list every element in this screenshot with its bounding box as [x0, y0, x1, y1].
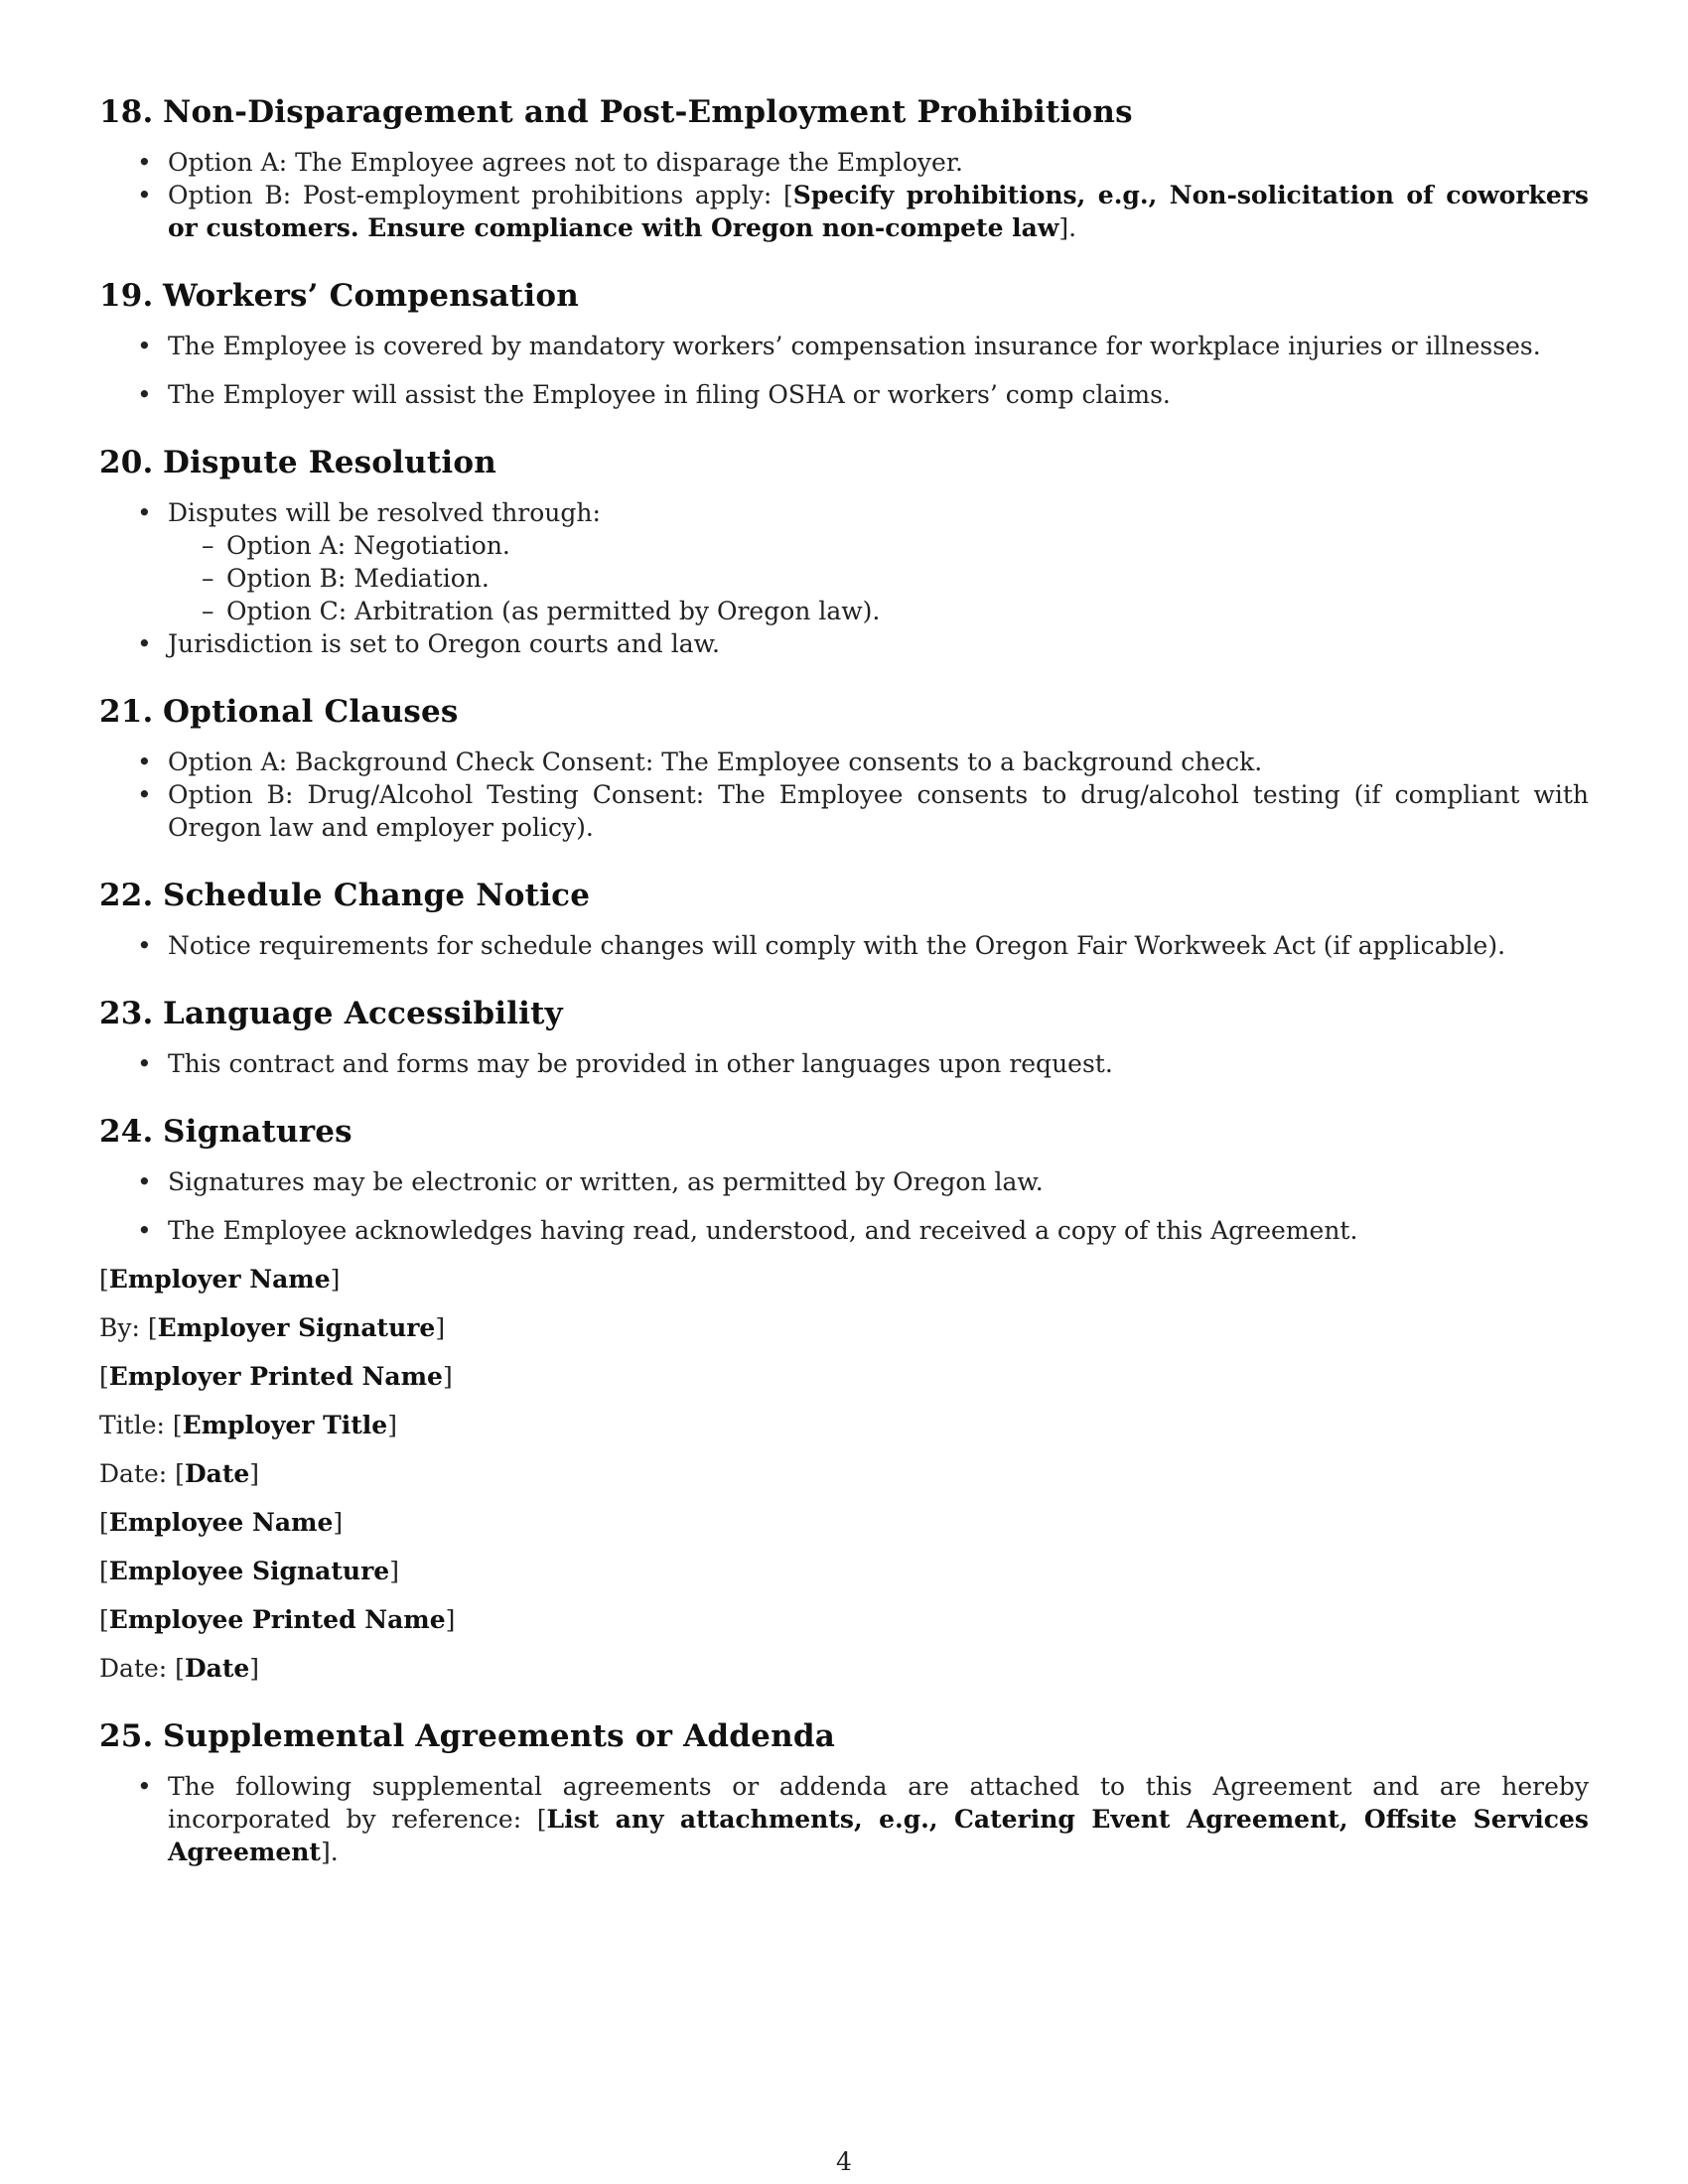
date-label: Date:	[99, 1459, 176, 1488]
list-item-text: The Employee is covered by mandatory workers’ compensation insurance for workplace injuries or illnesses.	[168, 332, 1541, 360]
section-number: 20.	[99, 445, 154, 480]
sub-list-item-text: Option B: Mediation.	[226, 564, 490, 593]
list-item	[99, 778, 1589, 844]
employee-signature-placeholder: Employee Signature	[108, 1557, 390, 1585]
list-item	[99, 378, 1589, 411]
list-item	[99, 627, 1589, 660]
employee-date-line: Date: [Date]	[99, 1654, 260, 1683]
sub-list-item	[168, 529, 1589, 562]
by-label: By:	[99, 1313, 148, 1342]
section-heading	[99, 878, 1589, 913]
sub-list-item-text: Option C: Arbitration (as permitted by Oregon law).	[226, 597, 881, 625]
list-item	[99, 1770, 1589, 1868]
section-20	[99, 445, 1589, 660]
list-item	[99, 746, 1589, 778]
employer-signature-line: By: [Employer Signature]	[99, 1313, 446, 1342]
list-item	[99, 929, 1589, 962]
section-heading	[99, 445, 1589, 480]
section-title: Signatures	[163, 1114, 352, 1150]
section-number: 21.	[99, 694, 154, 730]
list-item	[99, 496, 1589, 627]
list-item	[99, 1047, 1589, 1080]
section-heading	[99, 996, 1589, 1031]
section-heading	[99, 694, 1589, 730]
signature-block	[99, 1263, 1589, 1685]
list-item-text: The Employee acknowledges having read, understood, and received a copy of this Agreement.	[168, 1216, 1358, 1245]
section-title: Workers’ Compensation	[163, 278, 580, 314]
date-placeholder: Date	[184, 1459, 250, 1488]
section-title: Dispute Resolution	[163, 445, 497, 480]
employer-name-line: [Employer Name]	[99, 1265, 341, 1294]
page-number: 4	[836, 2147, 852, 2176]
section-title: Language Accessibility	[163, 996, 563, 1031]
list-item-text: The Employer will assist the Employee in filing OSHA or workers’ comp claims.	[168, 380, 1171, 409]
employee-printed-name-placeholder: Employee Printed Name	[108, 1605, 446, 1634]
section-title: Optional Clauses	[163, 694, 459, 730]
document-page	[99, 94, 1589, 1902]
list-item-text: This contract and forms may be provided in other languages upon request.	[168, 1049, 1113, 1078]
section-title: Schedule Change Notice	[163, 878, 591, 913]
section-title: Supplemental Agreements or Addenda	[163, 1718, 835, 1754]
section-title: Non-Disparagement and Post-Employment Prohibitions	[163, 94, 1133, 130]
section-19	[99, 278, 1589, 411]
section-number: 24.	[99, 1114, 154, 1150]
section-heading	[99, 94, 1589, 130]
section-number: 18.	[99, 94, 154, 130]
section-heading	[99, 1114, 1589, 1150]
list-item-text: Disputes will be resolved through:	[168, 498, 601, 527]
employer-title-placeholder: Employer Title	[182, 1411, 388, 1439]
list-item-text: The following supplemental agreements or addenda are attached to this Agreement and are hereby incorporated by reference: [	[168, 1772, 1589, 1834]
employee-name-placeholder: Employee Name	[108, 1508, 334, 1537]
placeholder-text: List any attachments, e.g., Catering Event Agreement, Offsite Services Agreement	[168, 1805, 1590, 1866]
list-item	[99, 146, 1589, 179]
date-placeholder: Date	[184, 1654, 250, 1683]
list-item-text: Jurisdiction is set to Oregon courts and law.	[168, 629, 720, 658]
employer-date-line: Date: [Date]	[99, 1459, 260, 1488]
employer-title-line: Title: [Employer Title]	[99, 1411, 397, 1439]
list-item-text: Signatures may be electronic or written, as permitted by Oregon law.	[168, 1167, 1044, 1196]
placeholder-text: Specify prohibitions, e.g., Non-solicitation of coworkers or customers. Ensure compliance with Oregon non-compete law	[168, 181, 1589, 242]
employer-printed-name-line: [Employer Printed Name]	[99, 1362, 453, 1391]
section-number: 22.	[99, 878, 154, 913]
employer-printed-name-placeholder: Employer Printed Name	[108, 1362, 443, 1391]
section-heading	[99, 1718, 1589, 1754]
section-24	[99, 1114, 1589, 1247]
sub-list-item-text: Option A: Negotiation.	[226, 531, 510, 560]
list-item	[99, 330, 1589, 362]
list-item-text: Option B: Drug/Alcohol Testing Consent: The Employee consents to drug/alcohol testing (if compliant with Oregon law and employer policy).	[168, 780, 1589, 842]
section-22	[99, 878, 1589, 962]
list-item-text: Option B: Post-employment prohibitions apply: [	[168, 181, 793, 209]
date-label: Date:	[99, 1654, 176, 1683]
section-heading	[99, 278, 1589, 314]
section-23	[99, 996, 1589, 1080]
list-item	[99, 1214, 1589, 1247]
list-item	[99, 179, 1589, 244]
section-number: 25.	[99, 1718, 154, 1754]
section-18	[99, 94, 1589, 244]
section-number: 19.	[99, 278, 154, 314]
title-label: Title:	[99, 1411, 173, 1439]
employer-name-placeholder: Employer Name	[108, 1265, 331, 1294]
list-item-text: Option A: The Employee agrees not to disparage the Employer.	[168, 148, 963, 177]
list-item-text: ].	[1058, 213, 1077, 242]
employee-name-line: [Employee Name]	[99, 1508, 344, 1537]
list-item-text: ].	[320, 1838, 339, 1866]
section-21	[99, 694, 1589, 844]
section-number: 23.	[99, 996, 154, 1031]
employee-signature-line: [Employee Signature]	[99, 1557, 399, 1585]
list-item	[99, 1165, 1589, 1198]
list-item-text: Notice requirements for schedule changes will comply with the Oregon Fair Workweek Act (if applicable).	[168, 931, 1506, 960]
list-item-text: Option A: Background Check Consent: The Employee consents to a background check.	[168, 748, 1263, 776]
sub-list-item	[168, 595, 1589, 627]
section-25	[99, 1718, 1589, 1868]
sub-list-item	[168, 562, 1589, 595]
employer-signature-placeholder: Employer Signature	[157, 1313, 436, 1342]
employee-printed-name-line: [Employee Printed Name]	[99, 1605, 456, 1634]
